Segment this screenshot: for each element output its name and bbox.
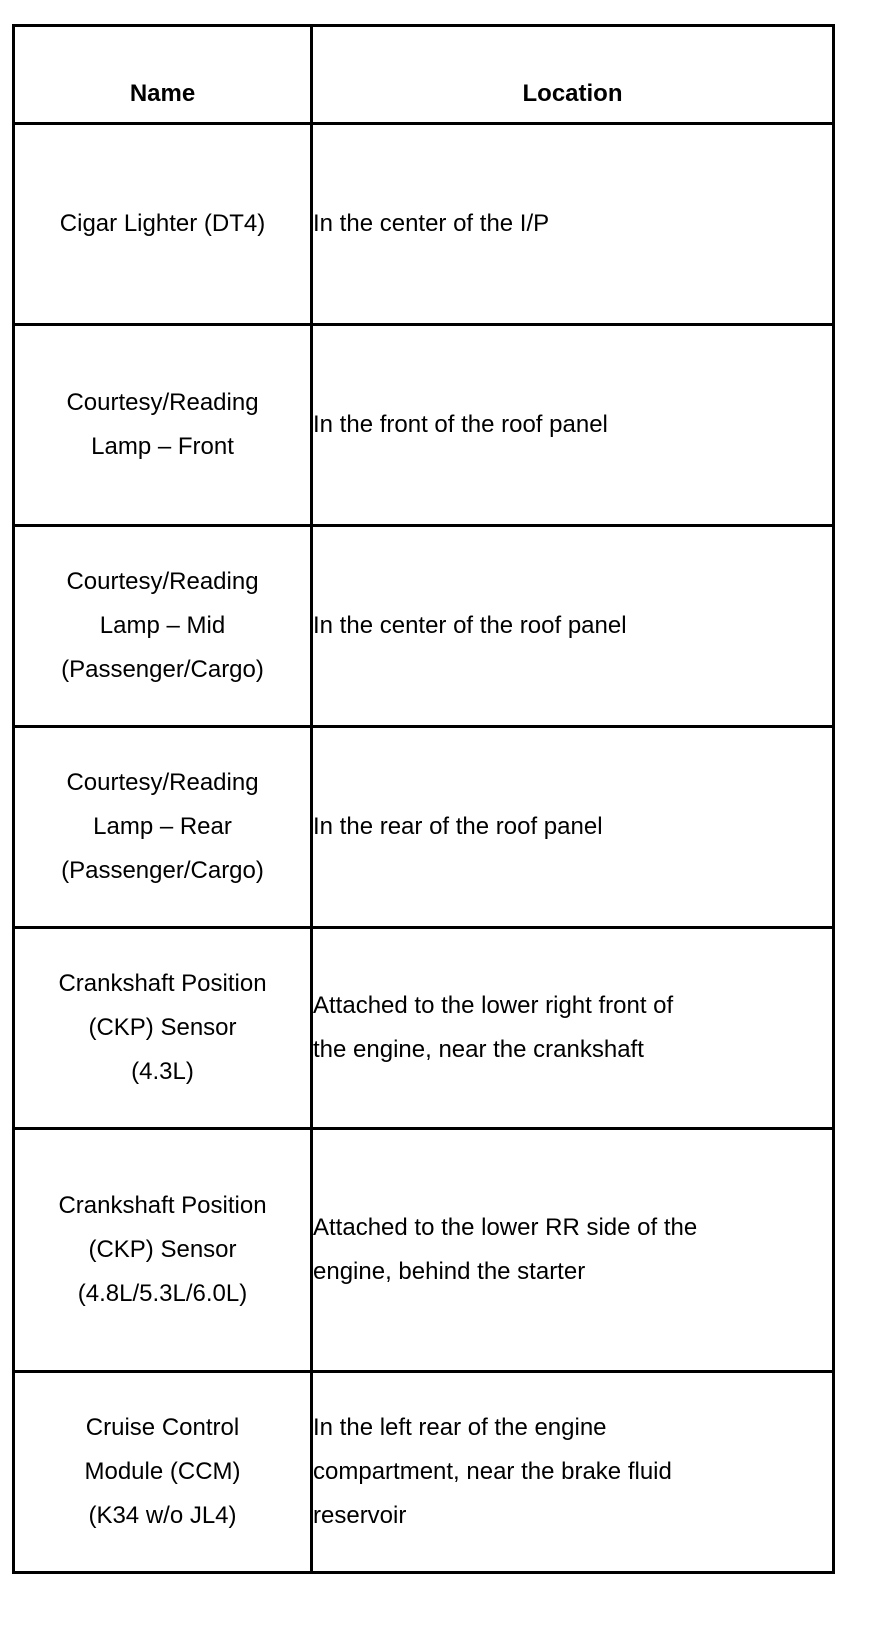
- component-name-cell: Courtesy/Reading Lamp – Mid (Passenger/Cargo): [14, 526, 312, 727]
- table-row: [14, 1372, 834, 1573]
- table-row: [14, 727, 834, 928]
- table-row: [14, 526, 834, 727]
- component-location-cell: Attached to the lower right front of the engine, near the crankshaft: [312, 928, 834, 1129]
- table-row: [14, 1129, 834, 1372]
- component-name-cell: Crankshaft Position (CKP) Sensor (4.3L): [14, 928, 312, 1129]
- name-column-header: Name: [14, 26, 312, 124]
- component-location-cell: In the center of the I/P: [312, 124, 834, 325]
- component-name-cell: Courtesy/Reading Lamp – Front: [14, 325, 312, 526]
- table-row: [14, 124, 834, 325]
- component-name-cell: Cruise Control Module (CCM) (K34 w/o JL4): [14, 1372, 312, 1573]
- component-name-cell: Crankshaft Position (CKP) Sensor (4.8L/5.3L/6.0L): [14, 1129, 312, 1372]
- component-location-cell: Attached to the lower RR side of the engine, behind the starter: [312, 1129, 834, 1372]
- component-name-cell: Courtesy/Reading Lamp – Rear (Passenger/Cargo): [14, 727, 312, 928]
- table-row: [14, 325, 834, 526]
- table-header-row: [14, 26, 834, 124]
- component-location-table: [12, 24, 835, 1574]
- table-row: [14, 928, 834, 1129]
- component-location-cell: In the left rear of the engine compartment, near the brake fluid reservoir: [312, 1372, 834, 1573]
- component-name-cell: Cigar Lighter (DT4): [14, 124, 312, 325]
- component-location-cell: In the front of the roof panel: [312, 325, 834, 526]
- component-location-cell: In the rear of the roof panel: [312, 727, 834, 928]
- location-column-header: Location: [312, 26, 834, 124]
- component-location-cell: In the center of the roof panel: [312, 526, 834, 727]
